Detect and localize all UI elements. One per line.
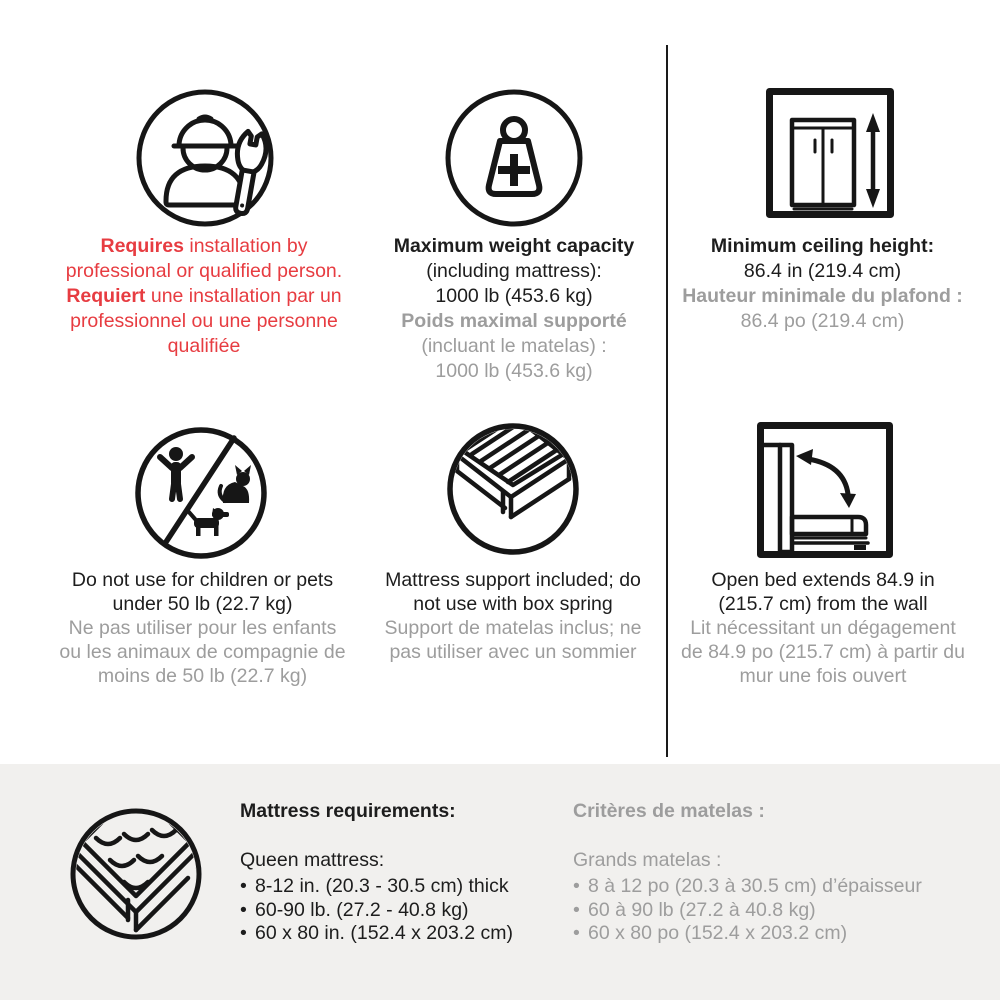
section-text-no-children-pets	[40, 568, 365, 688]
text-line	[658, 664, 988, 688]
text-line	[658, 592, 988, 616]
text-line	[40, 664, 365, 688]
text-line	[658, 640, 988, 664]
text-segment: Minimum ceiling height:	[710, 235, 935, 257]
bullet-item	[240, 922, 550, 946]
bullet-dot: •	[240, 875, 247, 897]
text-segment: mur une fois ouvert	[739, 665, 907, 687]
queen-mattress-label: Queen mattress:	[240, 849, 385, 871]
text-line	[660, 284, 985, 309]
text-segment: Open bed extends 84.9 in	[711, 569, 935, 591]
text-line	[368, 616, 658, 640]
text-segment: qualifiée	[167, 335, 241, 357]
text-line	[375, 284, 653, 309]
mattress-requirements-title-en: Mattress requirements:	[240, 800, 456, 822]
bullet-item	[573, 899, 973, 923]
mattress-requirements-en	[240, 799, 550, 946]
text-line	[375, 259, 653, 284]
text-line	[40, 640, 365, 664]
text-segment: 1000 lb (453.6 kg)	[435, 360, 593, 382]
text-segment: (215.7 cm) from the wall	[718, 593, 928, 615]
dog-figure	[188, 508, 229, 536]
bullet-dot: •	[573, 898, 580, 921]
text-line	[368, 640, 658, 664]
mattress-icon	[66, 804, 206, 944]
text-segment: de 84.9 po (215.7 cm) à partir du	[681, 641, 965, 663]
bullet-text: 60 à 90 lb (27.2 à 40.8 kg)	[588, 898, 816, 921]
text-segment: 1000 lb (453.6 kg)	[435, 285, 593, 307]
bullet-text: 60-90 lb. (27.2 - 40.8 kg)	[255, 898, 469, 921]
text-segment: professional or qualified person.	[65, 260, 343, 282]
text-line	[658, 616, 988, 640]
text-segment: (incluant le matelas) :	[421, 335, 607, 357]
section-text-max-weight	[375, 234, 653, 384]
text-line	[40, 616, 365, 640]
text-segment: une installation par un	[145, 285, 342, 307]
text-segment: 86.4 po (219.4 cm)	[740, 310, 905, 332]
cat-figure	[220, 465, 251, 503]
bullet-dot: •	[240, 898, 247, 921]
text-line	[375, 334, 653, 359]
no-children-pets-icon	[131, 423, 271, 563]
text-segment: Ne pas utiliser pour les enfants	[68, 617, 337, 639]
bullet-item	[240, 875, 550, 899]
text-line	[48, 259, 360, 284]
text-segment: Support de matelas inclus; ne	[384, 617, 642, 639]
section-text-open-bed	[658, 568, 988, 688]
open-bed-clearance-icon	[755, 420, 895, 560]
text-segment: pas utiliser avec un sommier	[389, 641, 637, 663]
mattress-support-icon	[443, 419, 583, 559]
mattress-specs-list-fr	[573, 875, 973, 946]
text-line	[368, 592, 658, 616]
text-line	[48, 234, 360, 259]
text-line	[368, 568, 658, 592]
text-line	[48, 309, 360, 334]
section-text-installation	[48, 234, 360, 359]
text-segment: under 50 lb (22.7 kg)	[112, 593, 293, 615]
text-segment: Mattress support included; do	[385, 569, 641, 591]
text-line	[48, 334, 360, 359]
text-segment: 86.4 in (219.4 cm)	[743, 260, 902, 282]
bullet-text: 60 x 80 in. (152.4 x 203.2 cm)	[255, 922, 513, 944]
text-line	[660, 259, 985, 284]
ceiling-height-icon	[765, 87, 895, 219]
installer-wrench-icon	[133, 86, 277, 230]
bullet-dot: •	[240, 922, 247, 944]
bullet-item	[240, 899, 550, 923]
text-line	[660, 309, 985, 334]
text-segment: moins de 50 lb (22.7 kg)	[97, 665, 308, 687]
text-line	[375, 359, 653, 384]
text-segment: (including mattress):	[426, 260, 602, 282]
text-segment: Do not use for children or pets	[71, 569, 334, 591]
text-segment: not use with box spring	[413, 593, 613, 615]
text-line	[40, 568, 365, 592]
mattress-requirements-fr	[573, 799, 973, 946]
bullet-item	[573, 875, 973, 899]
text-line	[48, 284, 360, 309]
text-line	[40, 592, 365, 616]
text-segment: Requiert	[66, 285, 146, 307]
text-segment: Hauteur minimale du plafond :	[682, 285, 963, 307]
text-line	[660, 234, 985, 259]
bullet-item	[573, 922, 973, 946]
text-line	[375, 309, 653, 334]
text-segment: professionnel ou une personne	[70, 310, 338, 332]
mattress-requirements-band	[0, 764, 1000, 1000]
text-line	[375, 234, 653, 259]
bullet-dot: •	[573, 922, 580, 944]
text-segment: Poids maximal supporté	[401, 310, 627, 332]
mattress-specs-list-en	[240, 875, 550, 946]
text-segment: Requires	[100, 235, 184, 257]
bullet-text: 8 à 12 po (20.3 à 30.5 cm) d’épaisseur	[588, 875, 922, 897]
bullet-text: 8-12 in. (20.3 - 30.5 cm) thick	[255, 875, 509, 897]
text-segment: installation by	[183, 235, 308, 257]
text-segment: Lit nécessitant un dégagement	[690, 617, 956, 639]
text-line	[658, 568, 988, 592]
text-segment: Maximum weight capacity	[393, 235, 635, 257]
bullet-dot: •	[573, 875, 580, 897]
text-segment: ou les animaux de compagnie de	[59, 641, 346, 663]
max-weight-icon	[442, 86, 586, 230]
grands-matelas-label: Grands matelas :	[573, 849, 722, 871]
child-figure	[160, 447, 192, 499]
bullet-text: 60 x 80 po (152.4 x 203.2 cm)	[588, 922, 848, 944]
section-text-ceiling-height	[660, 234, 985, 334]
section-text-mattress-support	[368, 568, 658, 664]
mattress-requirements-title-fr: Critères de matelas :	[573, 800, 765, 822]
